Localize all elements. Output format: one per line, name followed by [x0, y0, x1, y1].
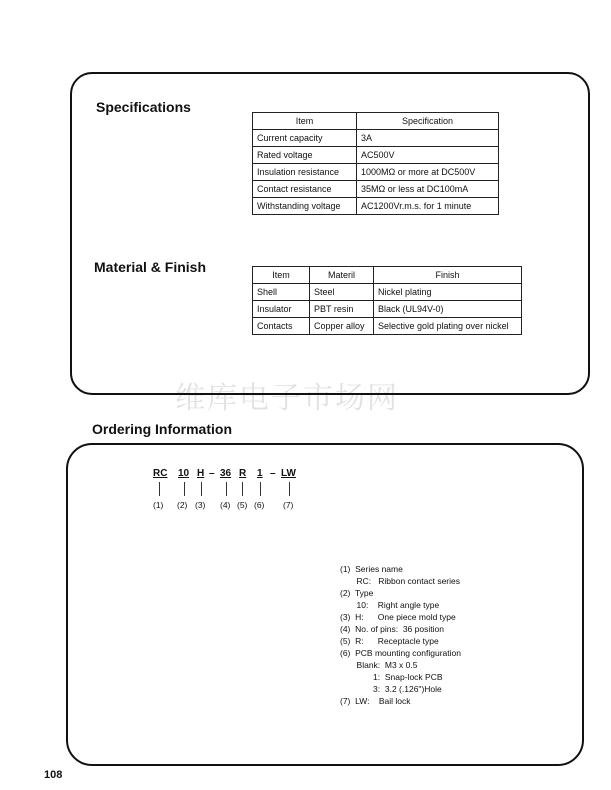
code-index: (2): [177, 500, 188, 510]
legend-line: 3: 3.2 (.126")Hole: [340, 684, 442, 694]
table-row: [253, 130, 499, 147]
table-cell: Insulator: [253, 301, 310, 318]
code-part-pins: [220, 468, 231, 479]
legend-line: Blank: M3 x 0.5: [340, 660, 418, 670]
code-index: (4): [220, 500, 231, 510]
table-row: [253, 284, 522, 301]
header-cell: Item: [253, 113, 357, 130]
legend-line: (1) Series name: [340, 564, 403, 574]
code-dash: –: [209, 468, 215, 479]
table-row: [253, 181, 499, 198]
legend-line: (4) No. of pins: 36 position: [340, 624, 444, 634]
code-text: 36: [220, 468, 232, 479]
table-cell: Shell: [253, 284, 310, 301]
code-index: (5): [237, 500, 248, 510]
code-text: R: [239, 468, 247, 479]
code-part-mold: [197, 468, 204, 479]
code-part-receptacle: [239, 468, 246, 479]
table-cell: Contact resistance: [253, 181, 357, 198]
table-cell: Rated voltage: [253, 147, 357, 164]
code-part-type: [178, 468, 189, 479]
code-tick: [289, 482, 290, 496]
table-cell: Contacts: [253, 318, 310, 335]
code-part-mounting: [257, 468, 263, 479]
header-cell: Finish: [374, 267, 522, 284]
code-tick: [226, 482, 227, 496]
table-row: [253, 318, 522, 335]
watermark: 维库电子市场网: [175, 381, 399, 416]
code-part-series: [153, 468, 167, 479]
legend-line: (6) PCB mounting configuration: [340, 648, 461, 658]
code-text: 10: [178, 468, 190, 479]
table-cell: PBT resin: [310, 301, 374, 318]
legend-line: (5) R: Receptacle type: [340, 636, 439, 646]
ordering-title: Ordering Information: [92, 421, 232, 437]
table-row: [253, 301, 522, 318]
code-tick: [201, 482, 202, 496]
table-cell: 3A: [357, 130, 499, 147]
table-cell: AC1200Vr.m.s. for 1 minute: [357, 198, 499, 215]
specifications-table: [252, 112, 499, 215]
table-cell: Nickel plating: [374, 284, 522, 301]
table-cell: 1000MΩ or more at DC500V: [357, 164, 499, 181]
code-index: (6): [254, 500, 265, 510]
table-cell: Black (UL94V-0): [374, 301, 522, 318]
legend-line: (2) Type: [340, 588, 374, 598]
table-cell: Selective gold plating over nickel: [374, 318, 522, 335]
table-cell: AC500V: [357, 147, 499, 164]
code-index: (1): [153, 500, 164, 510]
ordering-panel: [66, 443, 584, 766]
legend-line: (7) LW: Bail lock: [340, 696, 411, 706]
table-cell: Steel: [310, 284, 374, 301]
header-cell: Materil: [310, 267, 374, 284]
ordering-legend: [340, 563, 461, 707]
page-number: 108: [44, 769, 63, 781]
table-header-row: [253, 267, 522, 284]
code-tick: [242, 482, 243, 496]
table-row: [253, 198, 499, 215]
table-cell: Insulation resistance: [253, 164, 357, 181]
legend-line: RC: Ribbon contact series: [340, 576, 460, 586]
code-index: (7): [283, 500, 294, 510]
code-dash: –: [270, 468, 276, 479]
material-title: Material & Finish: [94, 259, 207, 275]
code-text: LW: [281, 468, 296, 479]
code-text: H: [197, 468, 205, 479]
legend-line: (3) H: One piece mold type: [340, 612, 456, 622]
code-tick: [159, 482, 160, 496]
header-cell: Item: [253, 267, 310, 284]
table-row: [253, 147, 499, 164]
table-row: [253, 164, 499, 181]
code-index: (3): [195, 500, 206, 510]
table-cell: 35MΩ or less at DC100mA: [357, 181, 499, 198]
code-part-lock: [281, 468, 296, 479]
table-cell: Withstanding voltage: [253, 198, 357, 215]
legend-line: 10: Right angle type: [340, 600, 440, 610]
code-tick: [184, 482, 185, 496]
code-tick: [260, 482, 261, 496]
code-text: 1: [257, 468, 263, 479]
material-table: [252, 266, 522, 335]
header-cell: Specification: [357, 113, 499, 130]
code-text: RC: [153, 468, 168, 479]
table-header-row: [253, 113, 499, 130]
legend-line: 1: Snap-lock PCB: [340, 672, 443, 682]
table-cell: Current capacity: [253, 130, 357, 147]
specifications-title: Specifications: [96, 99, 191, 115]
table-cell: Copper alloy: [310, 318, 374, 335]
